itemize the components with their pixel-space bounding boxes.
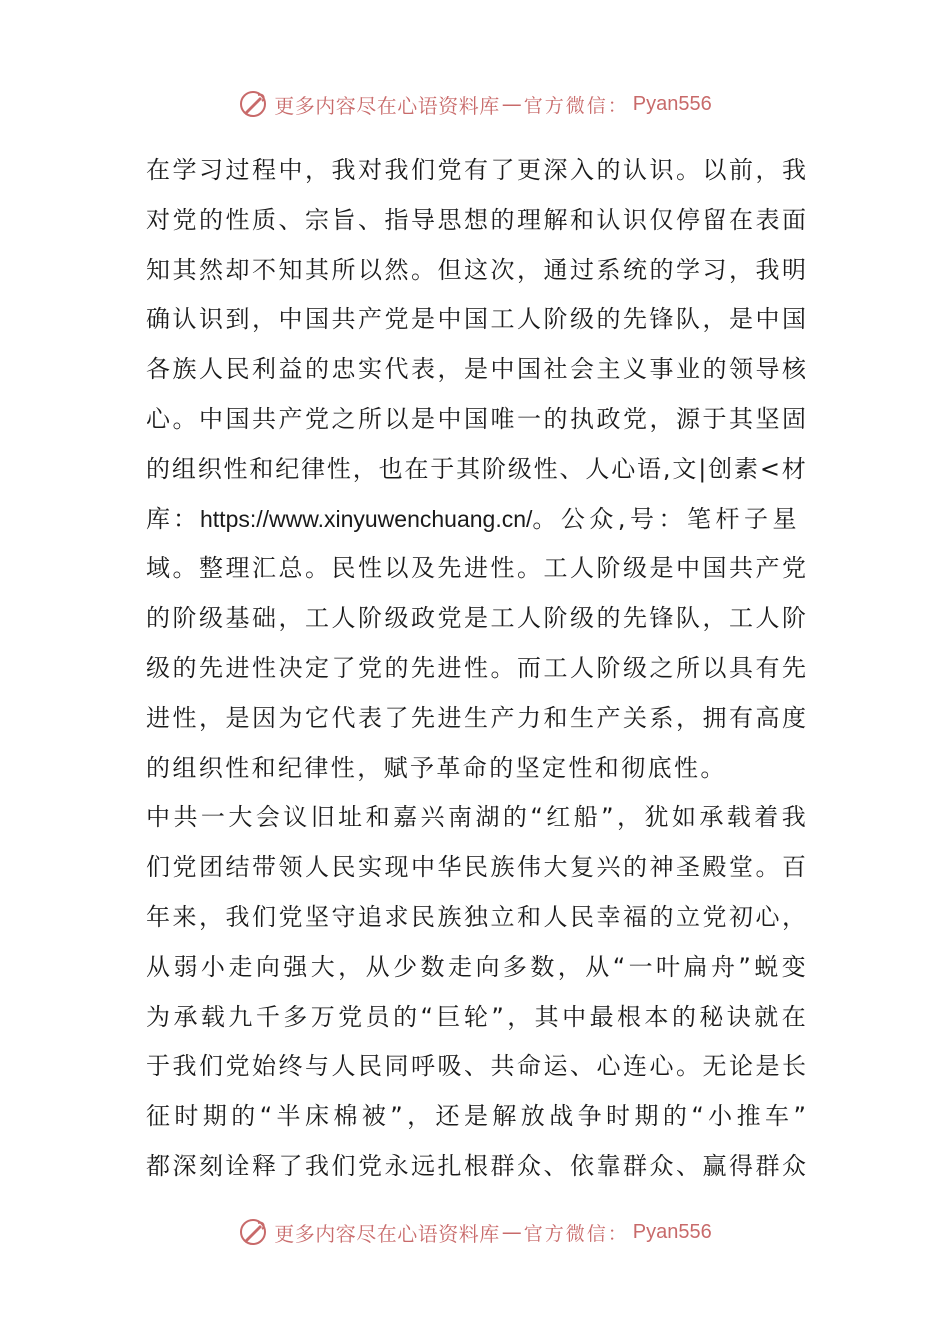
paragraph-1 (146, 146, 806, 793)
text-line: 中 共 一 大 会 议 旧 址 和 嘉 兴 南 湖 的 “ 红 船 ” ， 犹 如 承 载 着 我 (146, 803, 806, 832)
text-line: 确 认 识 到 ， 中 国 共 产 党 是 中 国 工 人 阶 级 的 先 锋 队 ， 是 中 国 (146, 305, 806, 334)
banner-official-label: 官方微信： (523, 1222, 629, 1245)
website-link[interactable]: https://www.xinyuwenchuang.cn/ (200, 505, 533, 532)
banner-brand: 更多内容尽在心语资料库 (274, 93, 500, 118)
text-line-with-link (146, 495, 806, 545)
text-line: 年 来 ， 我 们 党 坚 守 追 求 民 族 独 立 和 人 民 幸 福 的 立 党 初 心 ， (146, 902, 806, 931)
text-line: 的 组 织 性 和 纪 律 性 ， 也 在 于 其 阶 级 性 、 人 心 语 , 文 | 创 素 < 材 (146, 454, 806, 483)
document-body (146, 146, 806, 1192)
banner-separator: — (501, 1220, 522, 1244)
text-line: 知 其 然 却 不 知 其 所 以 然 。 但 这 次 ， 通 过 系 统 的 学 习 ， 我 明 (146, 255, 806, 284)
banner-separator: — (501, 92, 522, 116)
text-line: 级 的 先 进 性 决 定 了 党 的 先 进 性 。 而 工 人 阶 级 之 所 以 具 有 先 (146, 653, 806, 682)
text-line: 进 性 ， 是 因 为 它 代 表 了 先 进 生 产 力 和 生 产 关 系 ， 拥 有 高 度 (146, 703, 806, 732)
text-line: 都 深 刻 诠 释 了 我 们 党 永 远 扎 根 群 众 、 依 靠 群 众 、 赢 得 群 众 (146, 1151, 806, 1180)
header-banner (0, 84, 950, 124)
text-line: 从 弱 小 走 向 强 大 ， 从 少 数 走 向 多 数 ， 从 “ 一 叶 扁 舟 ” 蜕 变 (146, 952, 806, 981)
url-prefix: 库： (146, 504, 200, 533)
quill-logo-icon (238, 1217, 268, 1247)
banner-wechat-id: Pyan556 (632, 92, 712, 115)
footer-banner (0, 1212, 950, 1252)
quill-logo-icon (238, 89, 268, 119)
url-suffix: 。公众,号：笔杆子星 (532, 504, 802, 533)
text-line: 心 。 中 国 共 产 党 之 所 以 是 中 国 唯 一 的 执 政 党 ， 源 于 其 坚 固 (146, 404, 806, 433)
text-line: 对 党 的 性 质 、 宗 旨 、 指 导 思 想 的 理 解 和 认 识 仅 停 留 在 表 面 (146, 205, 806, 234)
banner-wechat-id: Pyan556 (632, 1220, 712, 1243)
text-line: 们 党 团 结 带 领 人 民 实 现 中 华 民 族 伟 大 复 兴 的 神 圣 殿 堂 。 百 (146, 853, 806, 882)
banner-official-label: 官方微信： (523, 94, 629, 117)
text-line: 在 学 习 过 程 中 ， 我 对 我 们 党 有 了 更 深 入 的 认 识 。 以 前 ， 我 (146, 156, 806, 184)
text-line: 的组织性和纪律性，赋予革命的坚定性和彻底性。 (146, 753, 727, 782)
banner-brand: 更多内容尽在心语资料库 (274, 1221, 500, 1246)
text-line: 域 。 整 理 汇 总 。 民 性 以 及 先 进 性 。 工 人 阶 级 是 中 国 共 产 党 (146, 554, 806, 583)
text-line: 各 族 人 民 利 益 的 忠 实 代 表 ， 是 中 国 社 会 主 义 事 业 的 领 导 核 (146, 355, 806, 384)
text-line: 征 时 期 的 “ 半 床 棉 被 ” ， 还 是 解 放 战 争 时 期 的 “ 小 推 车 ” (146, 1102, 806, 1131)
text-line: 为 承 载 九 千 多 万 党 员 的 “ 巨 轮 ” ， 其 中 最 根 本 的 秘 诀 就 在 (146, 1002, 806, 1031)
text-line: 的 阶 级 基 础 ， 工 人 阶 级 政 党 是 工 人 阶 级 的 先 锋 队 ， 工 人 阶 (146, 604, 806, 633)
paragraph-2 (146, 793, 806, 1191)
text-line: 于 我 们 党 始 终 与 人 民 同 呼 吸 、 共 命 运 、 心 连 心 。 无 论 是 长 (146, 1052, 806, 1081)
